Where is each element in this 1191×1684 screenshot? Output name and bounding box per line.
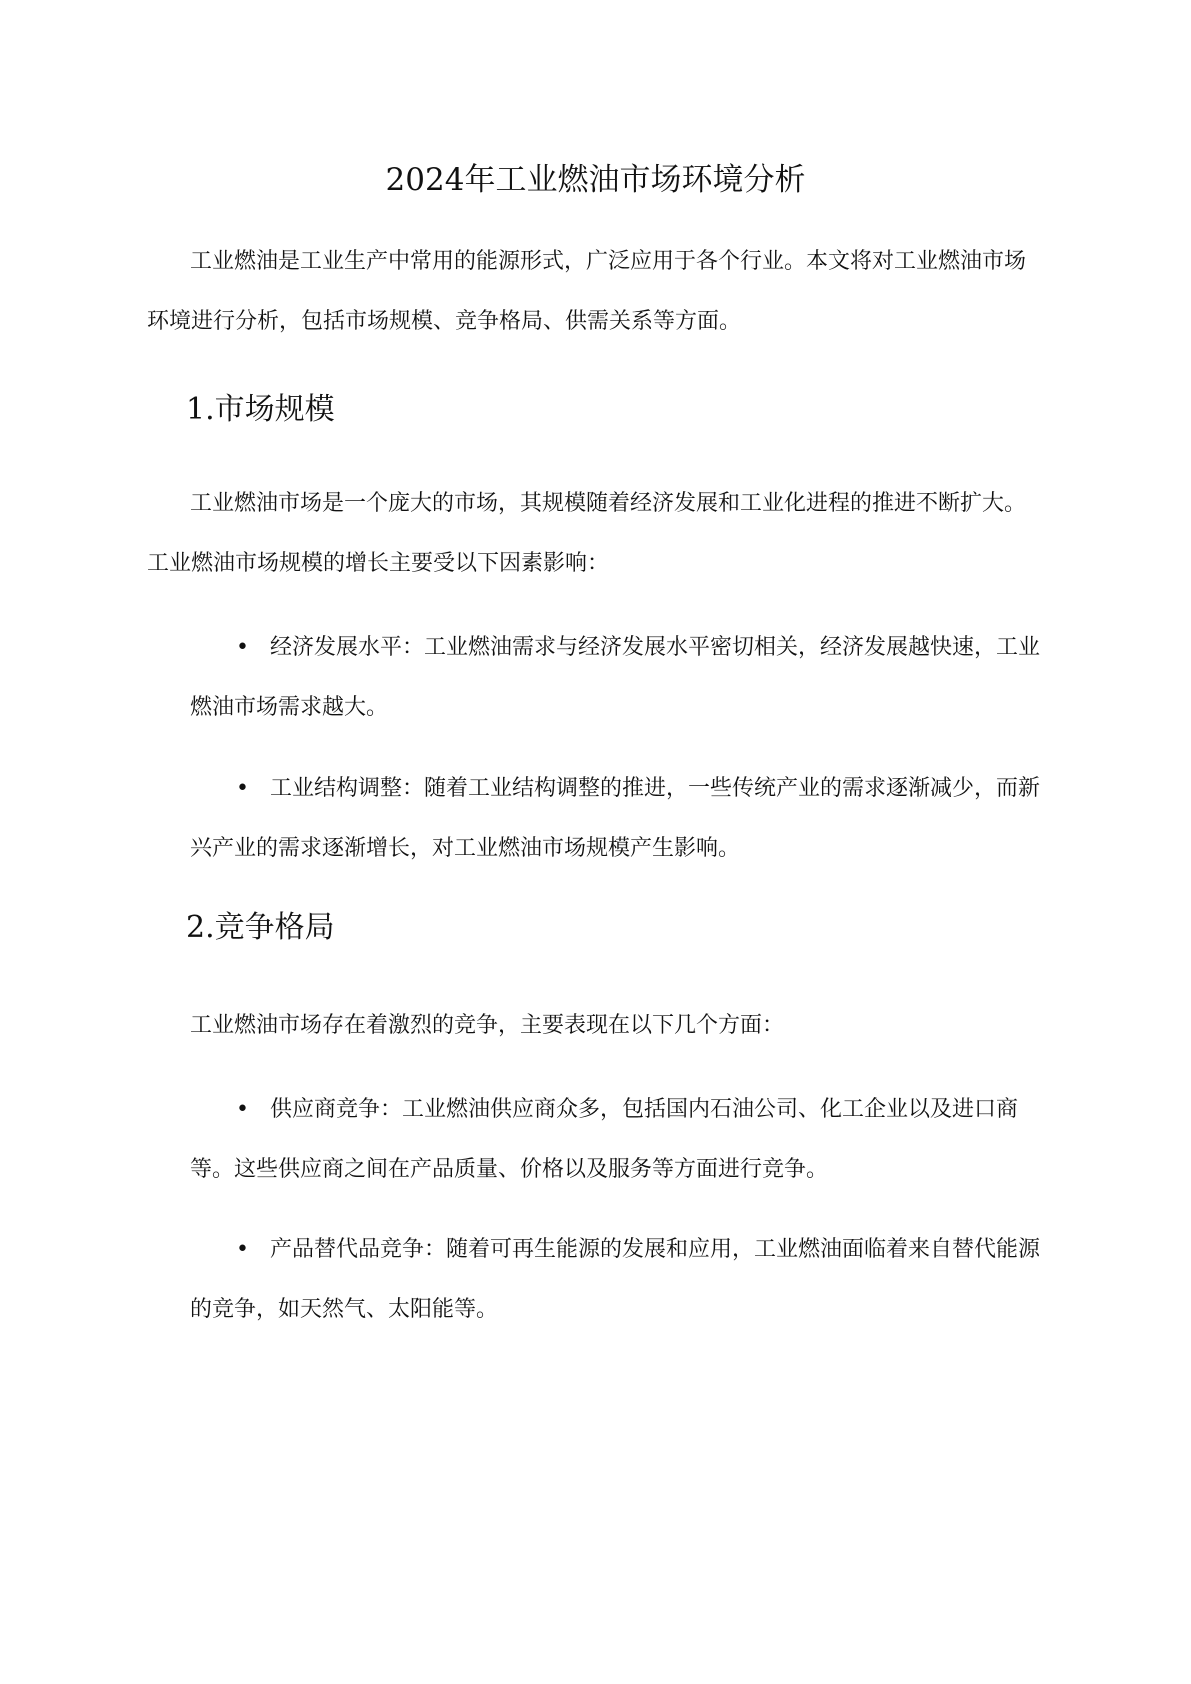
section-heading-competition: 2.竞争格局 [186,910,335,945]
section-paragraph-market-size: 工业燃油市场是一个庞大的市场，其规模随着经济发展和工业化进程的推进不断扩大。工业燃油市场规模的增长主要受以下因素影响： [147,491,1027,576]
bullet-text: 供应商竞争：工业燃油供应商众多，包括国内石油公司、化工企业以及进口商等。这些供应商之间在产品质量、价格以及服务等方面进行竞争。 [190,1097,1019,1182]
bullet-text: 产品替代品竞争：随着可再生能源的发展和应用，工业燃油面临着来自替代能源的竞争，如天然气、太阳能等。 [190,1237,1041,1322]
bullet-text: 工业结构调整：随着工业结构调整的推进，一些传统产业的需求逐渐减少，而新兴产业的需求逐渐增长，对工业燃油市场规模产生影响。 [190,776,1041,861]
document-title: 2024年工业燃油市场环境分析 [385,162,806,198]
bullet-marker: • [236,635,249,660]
section-paragraph-competition: 工业燃油市场存在着激烈的竞争，主要表现在以下几个方面： [190,1013,785,1038]
bullet-item [190,1220,1045,1340]
bullet-marker: • [236,1097,249,1122]
section-heading-market-size: 1.市场规模 [186,392,335,427]
bullet-marker: • [236,1237,249,1262]
bullet-text: 经济发展水平：工业燃油需求与经济发展水平密切相关，经济发展越快速，工业燃油市场需求越大。 [190,635,1041,720]
bullet-item [190,1080,1045,1200]
bullet-item [190,618,1045,738]
bullet-marker: • [236,776,249,801]
intro-paragraph: 工业燃油是工业生产中常用的能源形式，广泛应用于各个行业。本文将对工业燃油市场环境进行分析，包括市场规模、竞争格局、供需关系等方面。 [147,249,1027,334]
bullet-item [190,759,1045,879]
